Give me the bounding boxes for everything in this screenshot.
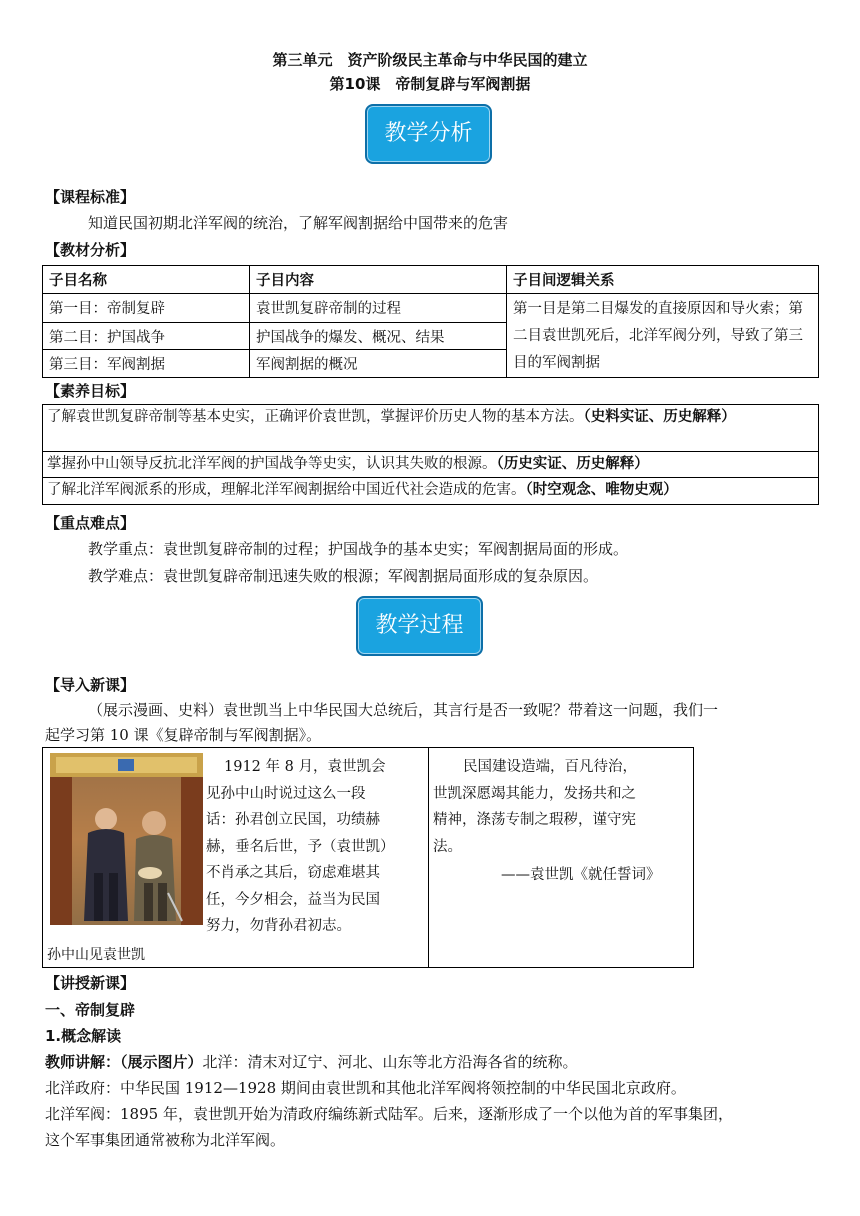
beiyang-definition: 北洋：清末对辽宁、河北、山东等北方沿海各省的统称。 (202, 1053, 578, 1071)
table-cell: 护国战争的爆发、概况、结果 (250, 322, 507, 350)
goal-competency: （时空观念、唯物史观） (525, 482, 678, 498)
teacher-show: （展示图片） (120, 1053, 203, 1071)
intro-heading: 【导入新课】 (45, 676, 136, 694)
key-points-heading: 【重点难点】 (45, 514, 136, 532)
quote-right (433, 754, 691, 889)
material-analysis-heading: 【教材分析】 (45, 241, 136, 259)
teaching-focus: 教学重点：袁世凯复辟帝制的过程；护国战争的基本史实；军阀割据局面的形成。 (88, 540, 629, 558)
quote-line: 1912 年 8 月，袁世凯会 (224, 759, 386, 775)
quote-line: 努力，勿背孙君初志。 (206, 918, 351, 934)
teaching-difficulty: 教学难点：袁世凯复辟帝制迅速失败的根源；军阀割据局面形成的复杂原因。 (88, 567, 599, 585)
column-divider (428, 748, 429, 967)
table-cell: 第一目：帝制复辟 (43, 294, 250, 323)
goal-text: 掌握孙中山领导反抗北洋军阀的护国战争等史实，认识其失败的根源。 (47, 456, 497, 472)
teacher-label: 教师讲解： (45, 1053, 121, 1071)
table-cell: 第三目：军阀割据 (43, 350, 250, 378)
subsection-heading-1: 1.概念解读 (45, 1027, 122, 1045)
quote-line: 赫，垂名后世，予（袁世凯） (206, 838, 395, 855)
lecture-heading: 【讲授新课】 (45, 974, 136, 992)
goal-competency: （史料实证、历史解释） (583, 409, 736, 425)
teacher-explanation (45, 1051, 578, 1073)
quote-line: 世凯深愿竭其能力，发扬共和之 (433, 785, 636, 802)
table-cell: 第二目：护国战争 (43, 322, 250, 350)
beiyang-army-line-2: 这个军事集团通常被称为北洋军阀。 (45, 1131, 286, 1149)
quote-line: 见孙中山时说过这么一段 (206, 785, 366, 802)
intro-line-1: （展示漫画、史料）袁世凯当上中华民国大总统后，其言行是否一致呢？带着这一问题，我们一 (88, 701, 719, 719)
material-analysis-table (42, 265, 819, 378)
sun-yuan-meeting-painting (50, 753, 203, 925)
goal-item-1 (42, 404, 819, 452)
goal-text: 了解袁世凯复辟帝制等基本史实，正确评价袁世凯，掌握评价历史人物的基本方法。 (47, 409, 584, 425)
quote-line: 民国建设造端，百凡待治， (463, 759, 637, 775)
quote-line: 法。 (433, 838, 462, 855)
source-material-box (42, 747, 694, 968)
goal-text: 了解北洋军阀派系的形成，理解北洋军阀割据给中国近代社会造成的危害。 (47, 482, 526, 498)
quote-line: 任，今夕相会，益当为民国 (206, 891, 380, 908)
teaching-analysis-banner: 教学分析 (365, 104, 492, 164)
unit-title: 第三单元 资产阶级民主革命与中华民国的建立 (272, 51, 588, 69)
beiyang-army-line-1: 北洋军阀：1895 年，袁世凯开始为清政府编练新式陆军。后来，逐渐形成了一个以他为首的军事集团， (45, 1105, 733, 1123)
table-row (43, 294, 819, 323)
table-cell: 袁世凯复辟帝制的过程 (250, 294, 507, 323)
table-header-cell: 子目名称 (43, 266, 250, 294)
quote-line: 话：孙君创立民国，功绩赫 (206, 812, 380, 828)
table-header-cell: 子目间逻辑关系 (507, 266, 819, 294)
teaching-process-banner: 教学过程 (356, 596, 483, 656)
quote-left (206, 754, 424, 940)
intro-line-2: 起学习第 10 课《复辟帝制与军阀割据》。 (45, 726, 322, 744)
beiyang-gov-definition: 北洋政府：中华民国 1912—1928 期间由袁世凯和其他北洋军阀将领控制的中华民国北京政府。 (45, 1079, 686, 1097)
quote-line: 不肖承之其后，窃虑难堪其 (206, 865, 380, 881)
course-standard-text: 知道民国初期北洋军阀的统治，了解军阀割据给中国带来的危害 (88, 214, 509, 232)
course-standard-heading: 【课程标准】 (45, 188, 136, 206)
lesson-title: 第10课 帝制复辟与军阀割据 (329, 75, 531, 93)
quote-line: 精神，涤荡专制之瑕秽，谨守宪 (433, 812, 636, 828)
goal-item-3 (42, 477, 819, 505)
section-heading-1: 一、帝制复辟 (45, 1001, 136, 1019)
goal-competency: （历史实证、历史解释） (496, 456, 649, 472)
literacy-goals-heading: 【素养目标】 (45, 382, 136, 400)
goal-item-2 (42, 451, 819, 478)
relation-cell: 第一目是第二目爆发的直接原因和导火索；第二目袁世凯死后，北洋军阀分列，导致了第三目的军阀割据 (507, 294, 819, 378)
painting-caption: 孙中山见袁世凯 (47, 947, 145, 963)
quote-source: ——袁世凯《就任誓词》 (501, 867, 661, 883)
table-cell: 军阀割据的概况 (250, 350, 507, 378)
table-header-cell: 子目内容 (250, 266, 507, 294)
